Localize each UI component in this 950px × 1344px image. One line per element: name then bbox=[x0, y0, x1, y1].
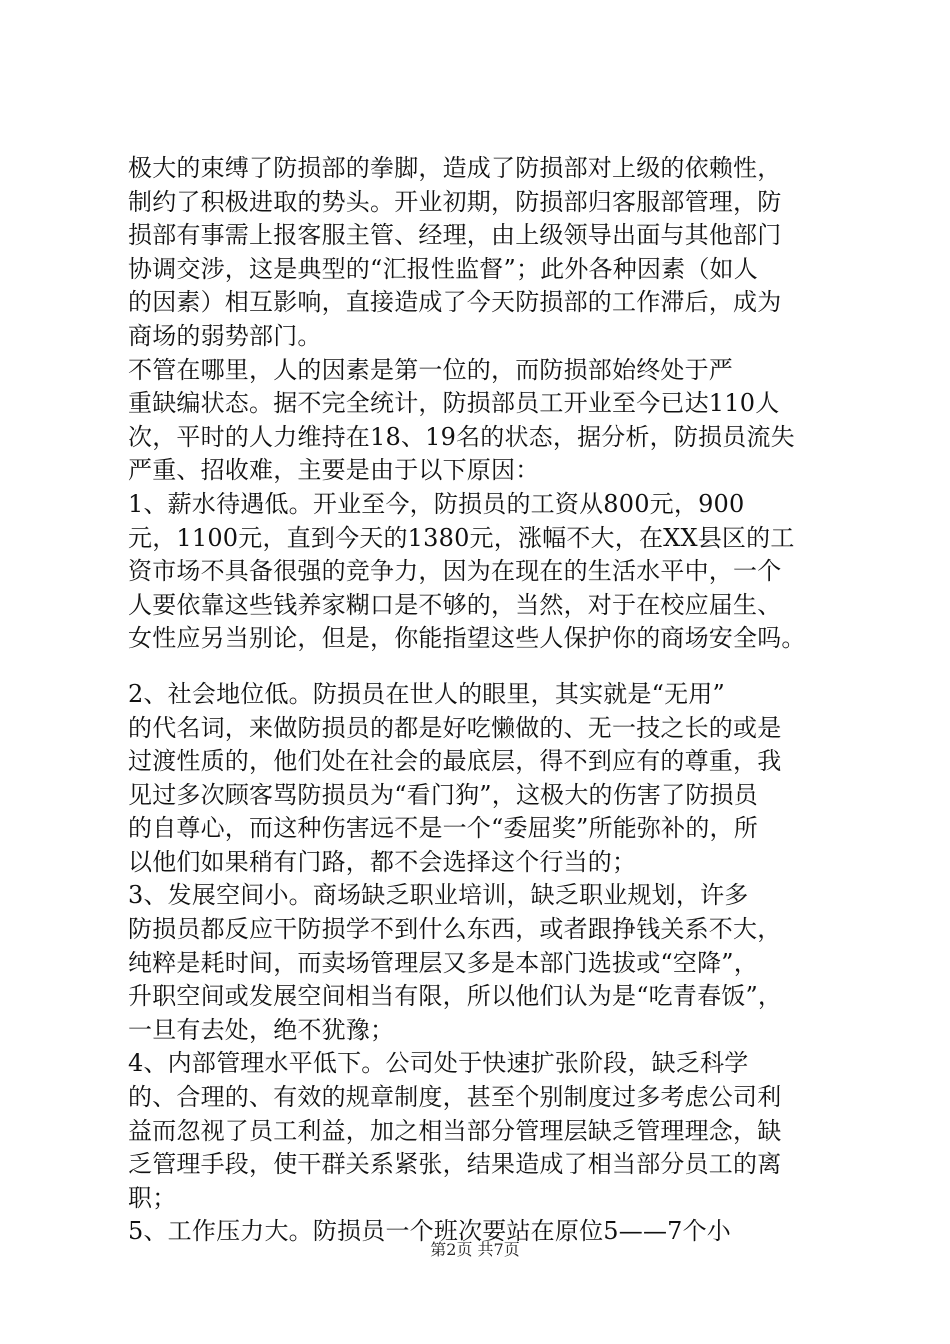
text-line: 见过多次顾客骂防损员为“看门狗”，这极大的伤害了防损员 bbox=[128, 780, 758, 809]
paragraph-spacer bbox=[128, 656, 858, 678]
text-line: 益而忽视了员工利益，加之相当部分管理层缺乏管理理念，缺 bbox=[128, 1116, 782, 1145]
text-line: 不管在哪里，人的因素是第一位的，而防损部始终处于严 bbox=[128, 355, 733, 384]
text-line: 极大的束缚了防损部的拳脚，造成了防损部对上级的依赖性， bbox=[128, 154, 782, 182]
text-line: 职； bbox=[128, 1183, 177, 1212]
text-line: 损部有事需上报客服主管、经理，由上级领导出面与其他部门 bbox=[128, 221, 782, 250]
text-line: 5、工作压力大。防损员一个班次要站在原位5——7个小 bbox=[128, 1217, 732, 1246]
text-line: 2、社会地位低。防损员在世人的眼里，其实就是“无用” bbox=[128, 679, 726, 708]
text-line: 商场的弱势部门。 bbox=[128, 321, 322, 350]
text-line: 过渡性质的，他们处在社会的最底层，得不到应有的尊重，我 bbox=[128, 747, 782, 776]
text-line: 一旦有去处，绝不犹豫； bbox=[128, 1015, 395, 1044]
document-body bbox=[128, 152, 858, 1249]
text-line: 女性应另当别论，但是，你能指望这些人保护你的商场安全吗。 bbox=[128, 624, 806, 653]
text-line: 1、薪水待遇低。开业至今，防损员的工资从800元，900 bbox=[128, 489, 745, 518]
text-line: 的因素）相互影响，直接造成了今天防损部的工作滞后，成为 bbox=[128, 288, 782, 317]
text-line: 元，1100元，直到今天的1380元，涨幅不大，在XX县区的工 bbox=[128, 523, 795, 552]
text-line: 乏管理手段，使干群关系紧张，结果造成了相当部分员工的离 bbox=[128, 1150, 782, 1179]
text-line: 的代名词，来做防损员的都是好吃懒做的、无一技之长的或是 bbox=[128, 713, 782, 742]
text-line: 纯粹是耗时间，而卖场管理层又多是本部门选拔或“空降”， bbox=[128, 948, 758, 977]
text-line: 以他们如果稍有门路，都不会选择这个行当的； bbox=[128, 847, 637, 876]
text-line: 的自尊心，而这种伤害远不是一个“委屈奖”所能弥补的，所 bbox=[128, 814, 758, 843]
text-line: 升职空间或发展空间相当有限，所以他们认为是“吃青春饭”， bbox=[128, 982, 783, 1011]
text-line: 次，平时的人力维持在18、19名的状态，据分析，防损员流失 bbox=[128, 422, 795, 451]
text-line: 重缺编状态。据不完全统计，防损部员工开业至今已达110人 bbox=[128, 389, 780, 418]
text-line: 的、合理的、有效的规章制度，甚至个别制度过多考虑公司利 bbox=[128, 1083, 782, 1112]
text-block-1 bbox=[128, 152, 858, 656]
text-line: 协调交涉，这是典型的“汇报性监督”；此外各种因素（如人 bbox=[128, 254, 758, 283]
text-line: 3、发展空间小。商场缺乏职业培训，缺乏职业规划，许多 bbox=[128, 881, 749, 910]
text-line: 严重、招收难，主要是由于以下原因： bbox=[128, 456, 540, 485]
text-line: 防损员都反应干防损学不到什么东西，或者跟挣钱关系不大， bbox=[128, 915, 782, 944]
text-line: 4、内部管理水平低下。公司处于快速扩张阶段，缺乏科学 bbox=[128, 1049, 749, 1078]
text-block-2 bbox=[128, 678, 858, 1249]
text-line: 制约了积极进取的势头。开业初期，防损部归客服部管理，防 bbox=[128, 187, 782, 216]
page-number-footer: 第2页 共7页 bbox=[430, 1240, 520, 1259]
text-line: 人要依靠这些钱养家糊口是不够的，当然，对于在校应届生、 bbox=[128, 590, 782, 619]
text-line: 资市场不具备很强的竞争力，因为在现在的生活水平中，一个 bbox=[128, 557, 782, 586]
